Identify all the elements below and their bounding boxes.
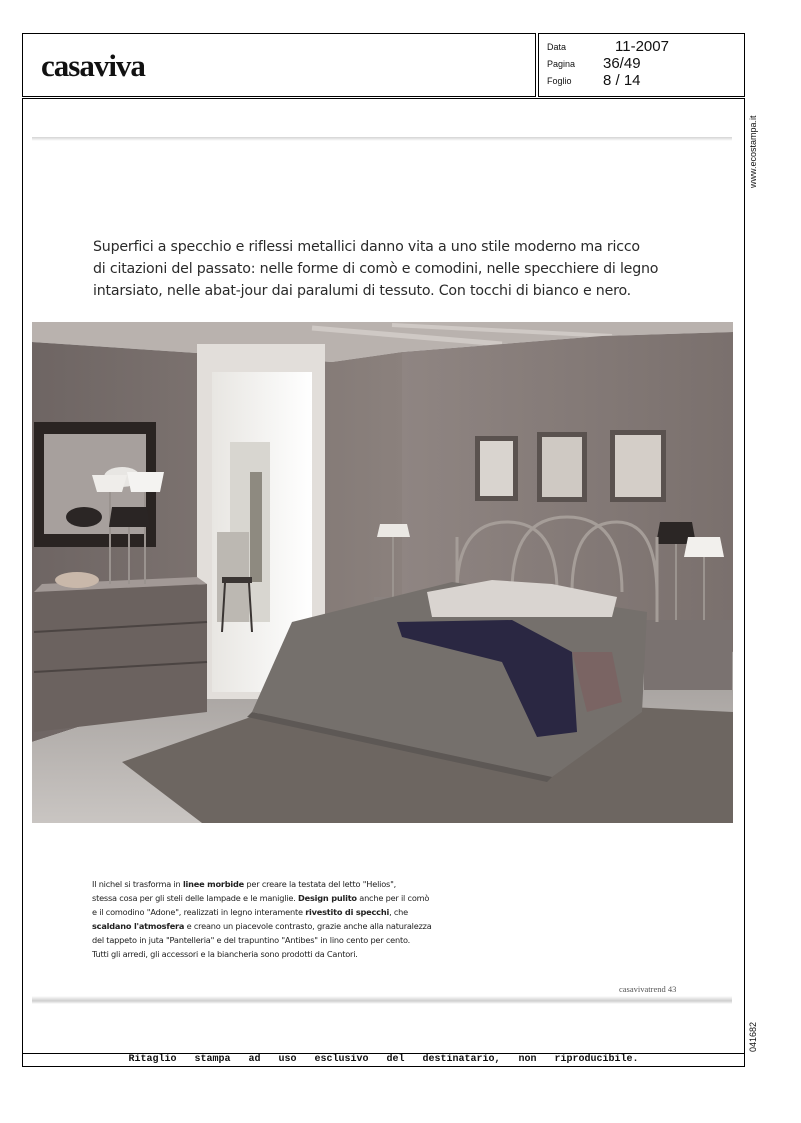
caption-text: , che [389, 907, 409, 917]
caption-text: per creare la testata del letto "Helios", [244, 879, 397, 889]
page-edge-top [32, 137, 732, 141]
meta-page-value: 36/49 [603, 55, 641, 72]
page-edge-bottom [32, 996, 732, 1004]
intro-line: intarsiato, nelle abat-jour dai paralumi di tessuto. Con tocchi di bianco e nero. [93, 283, 631, 299]
side-url [747, 100, 759, 190]
caption-line [92, 891, 472, 905]
side-url-text: www.ecostampa.it [748, 115, 758, 188]
header-meta-box [538, 33, 745, 97]
article-intro [93, 236, 693, 302]
meta-page [547, 55, 742, 73]
caption-text: Il nichel si trasforma in [92, 879, 183, 889]
intro-line: Superfici a specchio e riflessi metallici danno vita a uno stile moderno ma ricco [93, 239, 640, 255]
meta-sheet [547, 72, 742, 90]
caption-line [92, 877, 472, 891]
caption-line: Tutti gli arredi, gli accessori e la biancheria sono prodotti da Cantori. [92, 949, 358, 959]
bedroom-photo [32, 322, 733, 823]
publication-logo: casaviva [41, 48, 145, 83]
side-code-text: 041682 [748, 1021, 758, 1052]
meta-date-value: 11-2007 [615, 38, 669, 55]
caption-bold: rivestito di specchi [305, 907, 390, 917]
footer-notice-box [22, 1053, 745, 1067]
photo-caption [92, 877, 472, 961]
caption-line [92, 905, 472, 919]
intro-line: di citazioni del passato: nelle forme di comò e comodini, nelle specchiere di legno [93, 261, 659, 277]
caption-bold: linee morbide [182, 879, 245, 889]
caption-line: del tappeto in juta "Pantelleria" e del trapuntino "Antibes" in lino cento per cento. [92, 935, 411, 945]
caption-text: e creano un piacevole contrasto, grazie anche alla naturalezza [184, 921, 432, 931]
caption-text: anche per il comò [356, 893, 430, 903]
meta-page-label: Pagina [547, 59, 576, 69]
meta-date [547, 38, 742, 56]
caption-bold: scaldano l'atmosfera [92, 921, 185, 931]
caption-line [92, 919, 472, 933]
side-code [747, 1010, 759, 1055]
header-publication-box [22, 33, 536, 97]
caption-text: stessa cosa per gli steli delle lampade e le maniglie. [92, 893, 299, 903]
caption-bold: Design pulito [298, 893, 357, 903]
meta-sheet-value: 8 / 14 [603, 72, 641, 89]
caption-text: e il comodino "Adone", realizzati in legno interamente [92, 907, 306, 917]
meta-date-label: Data [547, 42, 567, 52]
page-folio: casavivatrend 43 [619, 984, 677, 994]
footer-notice: Ritaglio stampa ad uso esclusivo del destinatario, non riproducibile. [128, 1054, 639, 1065]
meta-sheet-label: Foglio [547, 76, 572, 86]
